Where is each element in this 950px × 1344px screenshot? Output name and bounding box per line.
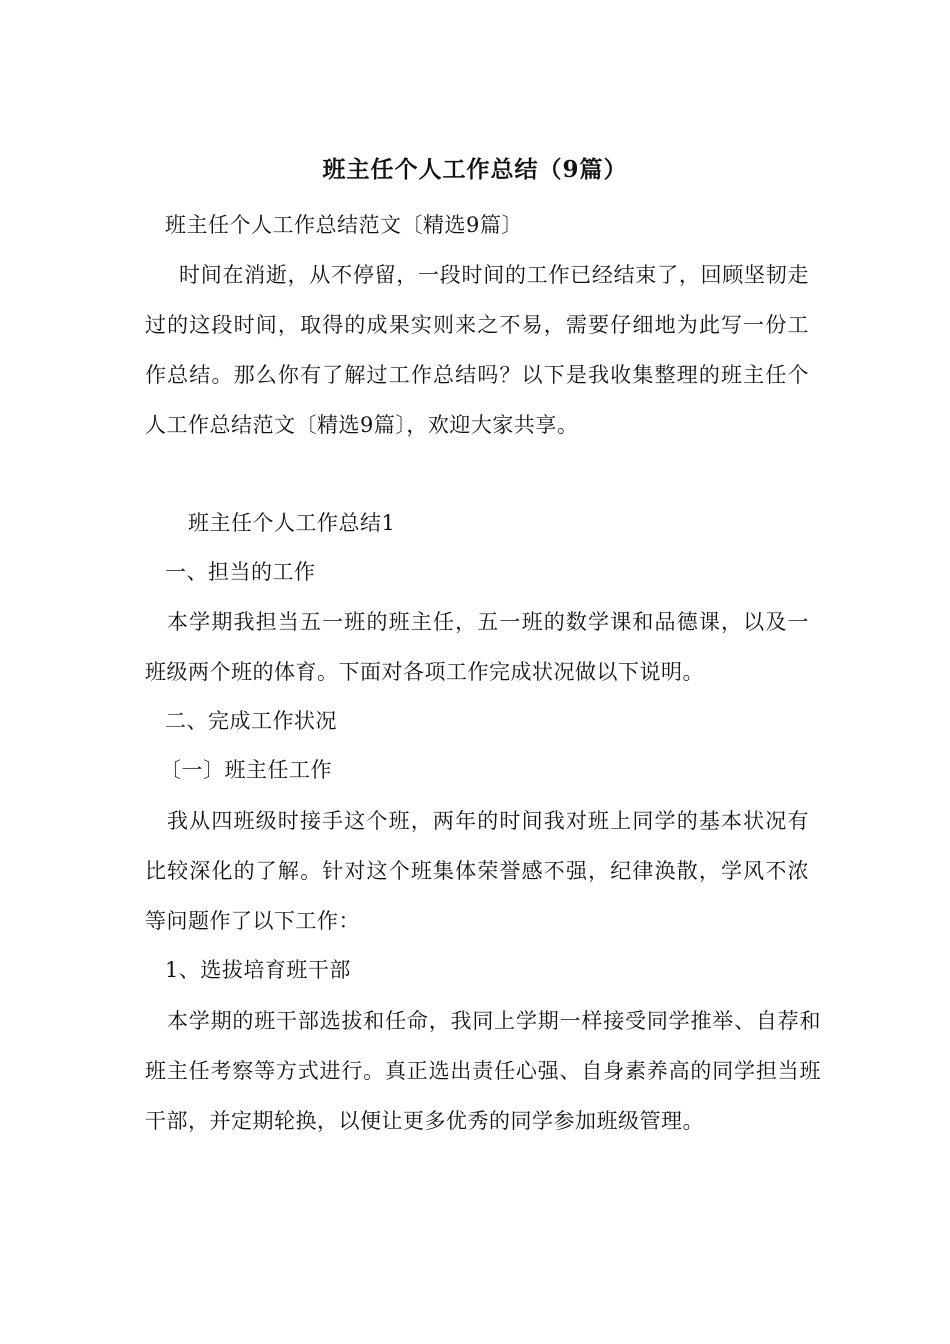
head-teacher-paragraph: 我从四班级时接手这个班，两年的时间我对班上同学的基本状况有比较深化的了解。针对这个班集体荣誉感不强，纪律涣散，学风不浓等问题作了以下工作：	[145, 809, 809, 933]
heading-class-cadres: 1、选拔培育班干部	[165, 958, 351, 982]
class-cadres-paragraph: 本学期的班干部选拔和任命，我同上学期一样接受同学推举、自荐和班主任考察等方式进行。真正选出责任心强、自身素养高的同学担当班干部，并定期轮换，以便让更多优秀的同学参加班级管理。	[145, 1009, 821, 1133]
document-title: 班主任个人工作总结（9篇）	[322, 156, 628, 183]
heading-duties: 一、担当的工作	[165, 560, 316, 584]
heading-head-teacher-work: 〔一〕班主任工作	[160, 758, 332, 782]
heading-work-status: 二、完成工作状况	[165, 709, 337, 733]
document-subtitle: 班主任个人工作总结范文〔精选9篇〕	[165, 213, 523, 237]
duties-paragraph: 本学期我担当五一班的班主任，五一班的数学课和品德课，以及一班级两个班的体育。下面对各项工作完成状况做以下说明。	[145, 610, 809, 684]
section-title-1: 班主任个人工作总结1	[188, 511, 396, 535]
intro-paragraph: 时间在消逝，从不停留，一段时间的工作已经结束了，回顾坚韧走过的这段时间，取得的成果实则来之不易，需要仔细地为此写一份工作总结。那么你有了解过工作总结吗？以下是我收集整理的班主任个人工作总结范文〔精选9篇〕，欢迎大家共享。	[145, 263, 809, 437]
